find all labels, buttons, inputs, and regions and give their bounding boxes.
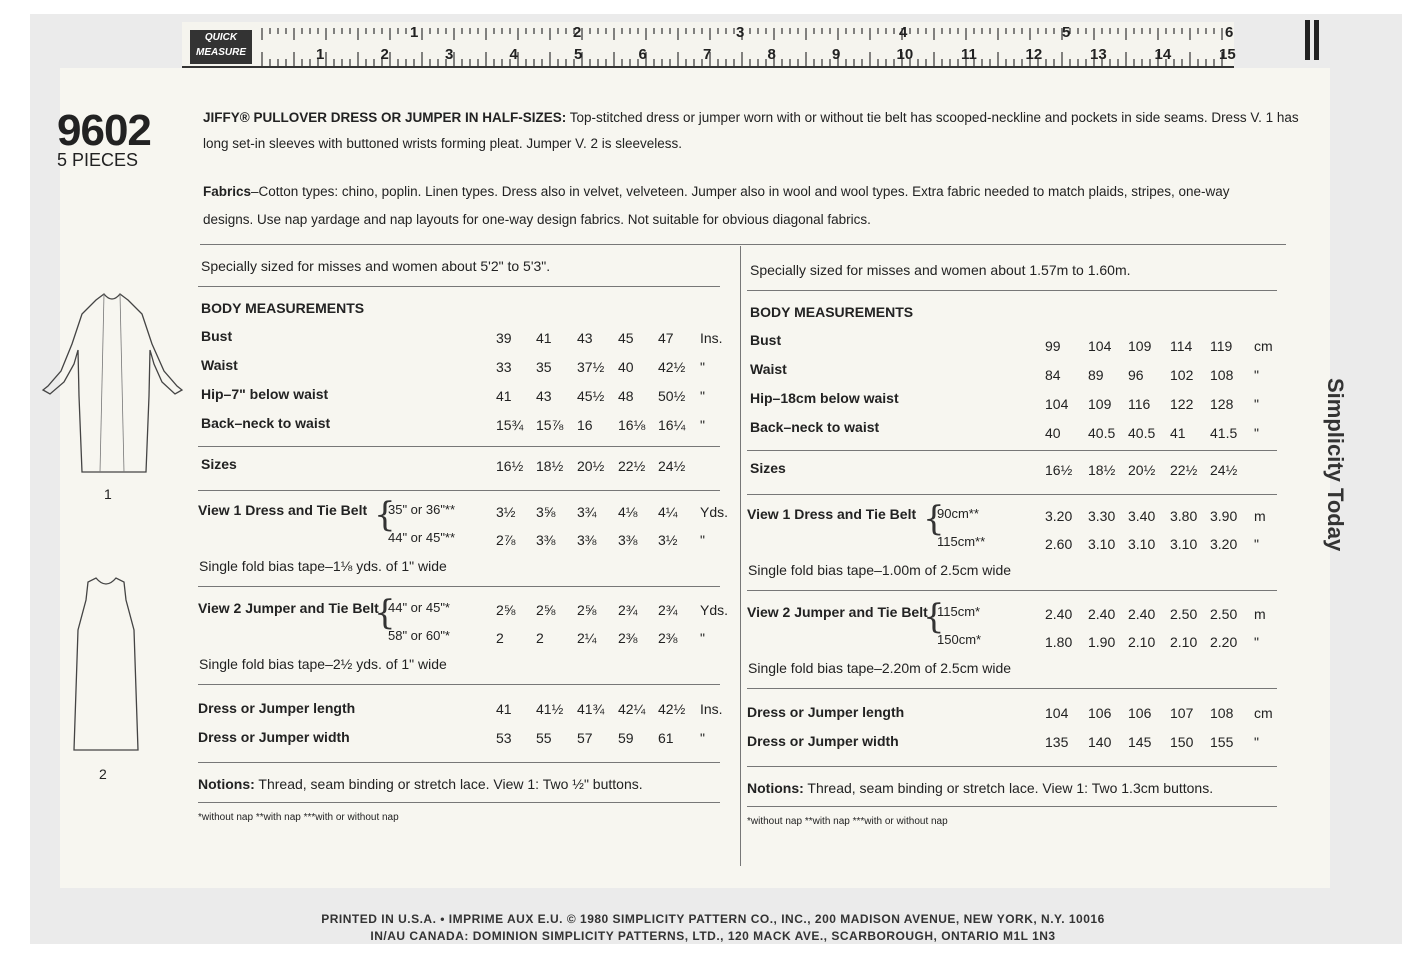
sizes-label: Sizes [750, 460, 786, 476]
length-value: 107 [1170, 705, 1194, 721]
divider [747, 688, 1277, 689]
yardage-value: 3½ [658, 532, 678, 548]
quick-label: QUICK [204, 32, 238, 43]
divider [198, 446, 720, 447]
ruler-cm-mark: 5 [574, 46, 583, 63]
ruler-inch-mark: 6 [1225, 24, 1234, 41]
ruler-inch-mark: 2 [573, 24, 582, 41]
size-value: 20½ [577, 458, 605, 474]
measurement-value: 48 [618, 388, 634, 404]
measurement-label: Waist [201, 357, 238, 373]
measurement-value: 108 [1210, 367, 1234, 383]
unit-label: " [1254, 396, 1259, 412]
length-value: 42½ [658, 701, 686, 717]
size-value: 24½ [1210, 462, 1238, 478]
unit-label: cm [1254, 338, 1273, 354]
notions-label: Notions: [747, 780, 804, 796]
description-title: JIFFY® PULLOVER DRESS OR JUMPER IN HALF-SIZES: [203, 110, 567, 125]
length-value: 104 [1045, 705, 1069, 721]
measurement-value: 99 [1045, 338, 1061, 354]
length-label: Dress or Jumper width [747, 733, 899, 749]
brace: { [374, 593, 396, 633]
measurement-value: 15¾ [496, 417, 524, 433]
pieces-count: 5 PIECES [57, 150, 139, 170]
measurement-label: Bust [750, 332, 782, 348]
yardage-value: 1.80 [1045, 634, 1073, 650]
yardage-value: 2.50 [1170, 606, 1198, 622]
ruler-inch-mark: 3 [736, 24, 745, 41]
column-divider [740, 246, 741, 866]
measurement-value: 16¼ [658, 417, 686, 433]
yardage-value: 3½ [496, 504, 516, 520]
measurement-value: 16 [577, 417, 593, 433]
divider [747, 590, 1277, 591]
view-1-heading: View 1 Dress and Tie Belt [747, 506, 917, 522]
fabric-width: 150cm* [937, 632, 982, 647]
divider [747, 766, 1277, 767]
fabric-width: 90cm** [937, 506, 979, 521]
measurement-value: 114 [1170, 338, 1193, 354]
length-value: 55 [536, 730, 552, 746]
yardage-value: 2.10 [1128, 634, 1156, 650]
view-2-jumper-sketch [60, 570, 180, 770]
ruler-cm-mark: 10 [896, 46, 914, 63]
yardage-value: 4¼ [658, 504, 678, 520]
measurement-value: 16⅛ [618, 417, 646, 433]
view-2-label: 2 [99, 766, 107, 782]
unit-label: m [1254, 606, 1266, 622]
fabric-width: 115cm** [937, 534, 986, 549]
length-label: Dress or Jumper length [198, 700, 356, 716]
bias-tape-note: Single fold bias tape–2.20m of 2.5cm wide [748, 660, 1012, 676]
nap-footnote: *without nap **with nap ***with or without nap [198, 812, 399, 823]
ruler-cm-mark: 6 [638, 46, 647, 63]
yardage-value: 2.10 [1170, 634, 1198, 650]
divider [198, 802, 720, 803]
brace: { [923, 597, 945, 637]
unit-label: " [700, 730, 705, 746]
notions-line [198, 776, 643, 792]
fabric-width: 44" or 45"* [388, 600, 450, 615]
yardage-value: 3.10 [1088, 536, 1116, 552]
unit-label: Ins. [700, 701, 723, 717]
brand-vertical: Simplicity Today [1323, 378, 1348, 552]
length-value: 61 [658, 730, 674, 746]
yardage-value: 2¼ [577, 630, 597, 646]
size-value: 22½ [1170, 462, 1198, 478]
yardage-value: 2⅝ [536, 602, 556, 618]
bias-tape-note: Single fold bias tape–1.00m of 2.5cm wide [748, 562, 1012, 578]
length-value: 155 [1210, 734, 1234, 750]
divider [198, 762, 720, 763]
size-value: 22½ [618, 458, 646, 474]
unit-label: " [1254, 425, 1259, 441]
unit-label: cm [1254, 705, 1273, 721]
unit-label: Ins. [700, 330, 723, 346]
corner-mark [1305, 20, 1310, 60]
yardage-value: 3.90 [1210, 508, 1238, 524]
view-1-heading: View 1 Dress and Tie Belt [198, 502, 368, 518]
fabric-width: 44" or 45"** [388, 530, 456, 545]
divider [747, 290, 1277, 291]
size-value: 20½ [1128, 462, 1156, 478]
yardage-value: 2.40 [1128, 606, 1156, 622]
measurement-value: 89 [1088, 367, 1104, 383]
yardage-value: 3.20 [1045, 508, 1073, 524]
length-value: 59 [618, 730, 634, 746]
measurement-value: 35 [536, 359, 552, 375]
measurement-label: Back–neck to waist [201, 415, 331, 431]
measurement-value: 47 [658, 330, 674, 346]
measurement-value: 122 [1170, 396, 1194, 412]
description-line-1 [203, 110, 1299, 125]
divider [198, 684, 720, 685]
length-value: 106 [1128, 705, 1152, 721]
fabrics-line-2: designs. Use nap yardage and nap layouts for one-way design fabrics. Not suitable for obvious diagonal fabrics. [203, 212, 871, 227]
brace: { [923, 499, 945, 539]
yardage-value: 3⅜ [618, 532, 638, 548]
yardage-value: 2.60 [1045, 536, 1073, 552]
notions-line [747, 780, 1213, 796]
ruler-inch-mark: 5 [1062, 24, 1071, 41]
length-value: 150 [1170, 734, 1194, 750]
measurement-label: Waist [750, 361, 787, 377]
measurement-label: Bust [201, 328, 233, 344]
measurement-value: 41.5 [1210, 425, 1238, 441]
sizes-label: Sizes [201, 456, 237, 472]
yardage-value: 2.40 [1045, 606, 1073, 622]
view-1-label: 1 [104, 486, 112, 502]
yardage-value: 3.10 [1128, 536, 1156, 552]
length-value: 42¼ [618, 701, 646, 717]
unit-label: " [1254, 734, 1259, 750]
measurement-label: Back–neck to waist [750, 419, 880, 435]
yardage-value: 2¾ [618, 602, 638, 618]
measurement-value: 50½ [658, 388, 686, 404]
yardage-value: 3.80 [1170, 508, 1198, 524]
view-1-dress-sketch [34, 286, 204, 506]
unit-label: Yds. [700, 602, 729, 618]
yardage-value: 3.30 [1088, 508, 1116, 524]
unit-label: " [700, 532, 705, 548]
measurement-value: 40.5 [1128, 425, 1156, 441]
yardage-value: 2¾ [658, 602, 678, 618]
measurement-value: 43 [536, 388, 552, 404]
measurement-value: 41 [536, 330, 552, 346]
length-value: 57 [577, 730, 593, 746]
ruler-inch-mark: 4 [899, 24, 908, 41]
fabrics-label: Fabrics [203, 184, 252, 199]
length-value: 135 [1045, 734, 1069, 750]
yardage-value: 3⅝ [536, 504, 556, 520]
notions-text: Thread, seam binding or stretch lace. View 1: Two ½" buttons. [254, 776, 643, 792]
unit-label: " [700, 359, 705, 375]
pattern-number: 9602 [57, 106, 151, 155]
ruler-cm-mark: 2 [380, 46, 389, 63]
bias-tape-note: Single fold bias tape–2½ yds. of 1" wide [199, 656, 447, 672]
divider [200, 244, 1286, 245]
measurement-value: 84 [1045, 367, 1061, 383]
length-value: 41 [496, 701, 512, 717]
yardage-value: 3¾ [577, 504, 597, 520]
measurement-value: 40.5 [1088, 425, 1116, 441]
measurement-value: 41 [1170, 425, 1186, 441]
ruler-cm-mark: 11 [961, 46, 977, 63]
notions-label: Notions: [198, 776, 255, 792]
yardage-value: 1.90 [1088, 634, 1116, 650]
yardage-value: 4⅛ [618, 504, 638, 520]
yardage-value: 2 [496, 630, 504, 646]
description-line-2: long set-in sleeves with buttoned wrists forming pleat. Jumper V. 2 is sleeveless. [203, 136, 682, 151]
measurement-value: 45 [618, 330, 634, 346]
yardage-value: 2⅜ [618, 630, 638, 646]
fabrics-text-1: –Cotton types: chino, poplin. Linen types. Dress also in velvet, velveteen. Jumper also in wool and wool types. Extra fabric needed to match plaids, stripes, one-way [251, 184, 1230, 199]
measurement-value: 102 [1170, 367, 1194, 383]
yardage-value: 3.10 [1170, 536, 1198, 552]
ruler-cm-mark: 1 [316, 46, 325, 63]
divider [747, 806, 1277, 807]
measurement-value: 40 [1045, 425, 1061, 441]
yardage-value: 2.50 [1210, 606, 1238, 622]
ruler-cm-mark: 12 [1025, 46, 1043, 63]
size-value: 16½ [496, 458, 524, 474]
length-value: 41¾ [577, 701, 605, 717]
divider [198, 286, 720, 287]
footer-line-2: IN/AU CANADA: DOMINION SIMPLICITY PATTERNS, LTD., 120 MACK AVE., SCARBOROUGH, ONTARIO M1L 1N3 [370, 929, 1056, 943]
unit-label: " [1254, 536, 1259, 552]
measurement-value: 45½ [577, 388, 605, 404]
fabric-width: 58" or 60"* [388, 628, 450, 643]
length-label: Dress or Jumper width [198, 729, 350, 745]
sizing-intro: Specially sized for misses and women about 5'2" to 5'3". [201, 258, 551, 274]
brace: { [374, 495, 396, 535]
measurement-label: Hip–18cm below waist [750, 390, 899, 406]
unit-label: Yds. [700, 504, 729, 520]
divider [198, 490, 720, 491]
measurement-value: 33 [496, 359, 512, 375]
ruler-cm-mark: 4 [509, 46, 518, 63]
yardage-value: 2⅞ [496, 532, 516, 548]
body-measurements-heading: BODY MEASUREMENTS [750, 304, 914, 320]
length-value: 41½ [536, 701, 564, 717]
ruler-cm-mark: 3 [445, 46, 454, 63]
length-value: 145 [1128, 734, 1152, 750]
size-value: 18½ [1088, 462, 1116, 478]
ruler-inch-mark: 1 [410, 24, 419, 41]
measurement-value: 116 [1128, 396, 1151, 412]
fabric-width: 115cm* [937, 604, 981, 619]
yardage-value: 3⅜ [577, 532, 597, 548]
yardage-value: 2 [536, 630, 544, 646]
unit-label: m [1254, 508, 1266, 524]
fabric-width: 35" or 36"** [388, 502, 456, 517]
yardage-value: 3⅜ [536, 532, 556, 548]
footer-line-1: PRINTED IN U.S.A. • IMPRIME AUX E.U. © 1980 SIMPLICITY PATTERN CO., INC., 200 MADISON AVENUE, NEW YORK, N.Y. 10016 [321, 912, 1105, 926]
unit-label: " [1254, 634, 1259, 650]
measure-label: MEASURE [195, 47, 246, 58]
corner-mark [1314, 20, 1319, 60]
sizing-intro: Specially sized for misses and women about 1.57m to 1.60m. [750, 262, 1131, 278]
measurement-value: 119 [1210, 338, 1233, 354]
yardage-value: 2⅝ [577, 602, 597, 618]
bias-tape-note: Single fold bias tape–1⅛ yds. of 1" wide [199, 558, 447, 574]
unit-label: " [700, 388, 705, 404]
ruler-cm-mark: 15 [1219, 46, 1236, 63]
length-value: 140 [1088, 734, 1112, 750]
ruler-cm-mark: 9 [832, 46, 841, 63]
size-value: 18½ [536, 458, 564, 474]
view-2-heading: View 2 Jumper and Tie Belt [747, 604, 928, 620]
quick-measure-label [190, 30, 252, 64]
measurement-label: Hip–7" below waist [201, 386, 329, 402]
measurement-value: 43 [577, 330, 593, 346]
ruler-cm-mark: 8 [767, 46, 776, 63]
body-measurements-heading: BODY MEASUREMENTS [201, 300, 365, 316]
measurement-value: 42½ [658, 359, 686, 375]
measurement-value: 39 [496, 330, 512, 346]
measurement-value: 96 [1128, 367, 1144, 383]
yardage-value: 2⅜ [658, 630, 678, 646]
yardage-value: 2.40 [1088, 606, 1116, 622]
yardage-value: 3.20 [1210, 536, 1238, 552]
unit-label: " [700, 417, 705, 433]
measurement-value: 40 [618, 359, 634, 375]
length-label: Dress or Jumper length [747, 704, 905, 720]
measurement-value: 15⅞ [536, 417, 564, 433]
measurement-value: 109 [1088, 396, 1112, 412]
measurement-value: 109 [1128, 338, 1152, 354]
measurement-value: 104 [1045, 396, 1069, 412]
size-value: 16½ [1045, 462, 1073, 478]
length-value: 53 [496, 730, 512, 746]
length-value: 108 [1210, 705, 1234, 721]
measurement-value: 104 [1088, 338, 1112, 354]
ruler-cm-mark: 7 [703, 46, 712, 63]
length-value: 106 [1088, 705, 1112, 721]
measurement-value: 128 [1210, 396, 1234, 412]
divider [198, 586, 720, 587]
fabrics-line-1 [203, 184, 1230, 199]
unit-label: " [700, 630, 705, 646]
ruler-cm-mark: 13 [1090, 46, 1107, 63]
description-text-1: Top-stitched dress or jumper worn with or without tie belt has scooped-neckline and pockets in side seams. Dress V. 1 has [569, 110, 1299, 125]
nap-footnote: *without nap **with nap ***with or without nap [747, 816, 948, 827]
ruler-cm-mark: 14 [1154, 46, 1172, 63]
notions-text: Thread, seam binding or stretch lace. View 1: Two 1.3cm buttons. [803, 780, 1214, 796]
unit-label: " [1254, 367, 1259, 383]
yardage-value: 2⅝ [496, 602, 516, 618]
size-value: 24½ [658, 458, 686, 474]
divider [747, 494, 1277, 495]
measurement-value: 41 [496, 388, 512, 404]
yardage-value: 2.20 [1210, 634, 1238, 650]
divider [747, 450, 1277, 451]
yardage-value: 3.40 [1128, 508, 1156, 524]
view-2-heading: View 2 Jumper and Tie Belt [198, 600, 379, 616]
measurement-value: 37½ [577, 359, 605, 375]
